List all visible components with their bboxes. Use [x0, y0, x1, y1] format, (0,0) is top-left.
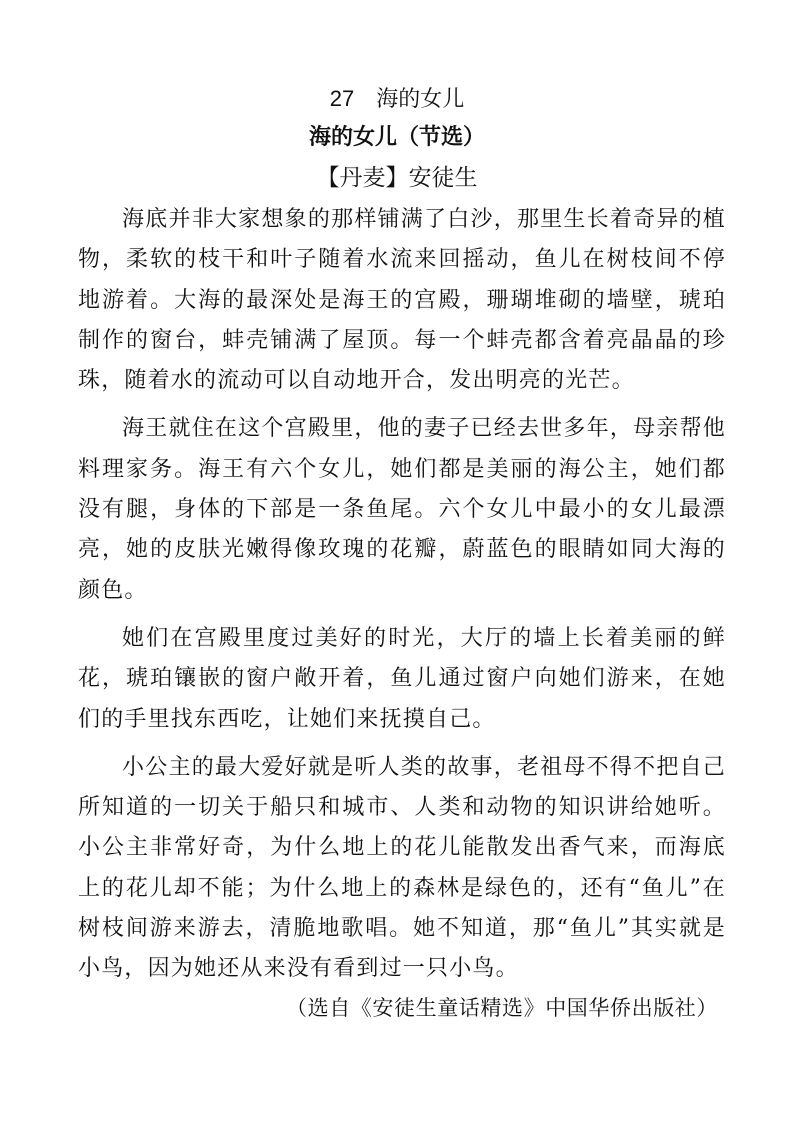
- author-line: 【丹麦】安徒生: [316, 165, 478, 191]
- paragraph-1: 海底并非大家想象的那样铺满了白沙，那里生长着奇异的植物，柔软的枝干和叶子随着水流来回摇动，鱼儿在树枝间不停地游着。大海的最深处是海王的宫殿，珊瑚堆砌的墙壁，琥珀制作的窗台，蚌壳铺满了屋顶。每一个蚌壳都含着亮晶晶的珍珠，随着水的流动可以自动地开合，发出明亮的光芒。: [78, 207, 726, 394]
- lesson-number: 27: [329, 86, 355, 111]
- paragraph-3: 她们在宫殿里度过美好的时光，大厅的墙上长着美丽的鲜花，琥珀镶嵌的窗户敞开着，鱼儿通过窗户向她们游来，在她们的手里找东西吃，让她们来抚摸自己。: [78, 625, 726, 732]
- source-citation: （选自《安徒生童话精选》中国华侨出版社）: [286, 996, 718, 1020]
- lesson-title: 海的女儿: [376, 87, 465, 112]
- excerpt-title: 海的女儿（节选）: [308, 125, 485, 150]
- article-body: [78, 200, 726, 990]
- lesson-heading: [0, 84, 794, 115]
- paragraph-4: 小公主的最大爱好就是听人类的故事，老祖母不得不把自己所知道的一切关于船只和城市、人类和动物的知识讲给她听。小公主非常好奇，为什么地上的花儿能散发出香气来，而海底上的花儿却不能；为什么地上的森林是绿色的，还有“鱼儿”在树枝间游来游去，清脆地歌唱。她不知道，那“鱼儿”其实就是小鸟，因为她还从来没有看到过一只小鸟。: [78, 754, 726, 982]
- paragraph-2: 海王就住在这个宫殿里，他的妻子已经去世多年，母亲帮他料理家务。海王有六个女儿，她们都是美丽的海公主，她们都没有腿，身体的下部是一条鱼尾。六个女儿中最小的女儿最漂亮，她的皮肤光嫩得像玫瑰的花瓣，蔚蓝色的眼睛如同大海的颜色。: [78, 416, 726, 603]
